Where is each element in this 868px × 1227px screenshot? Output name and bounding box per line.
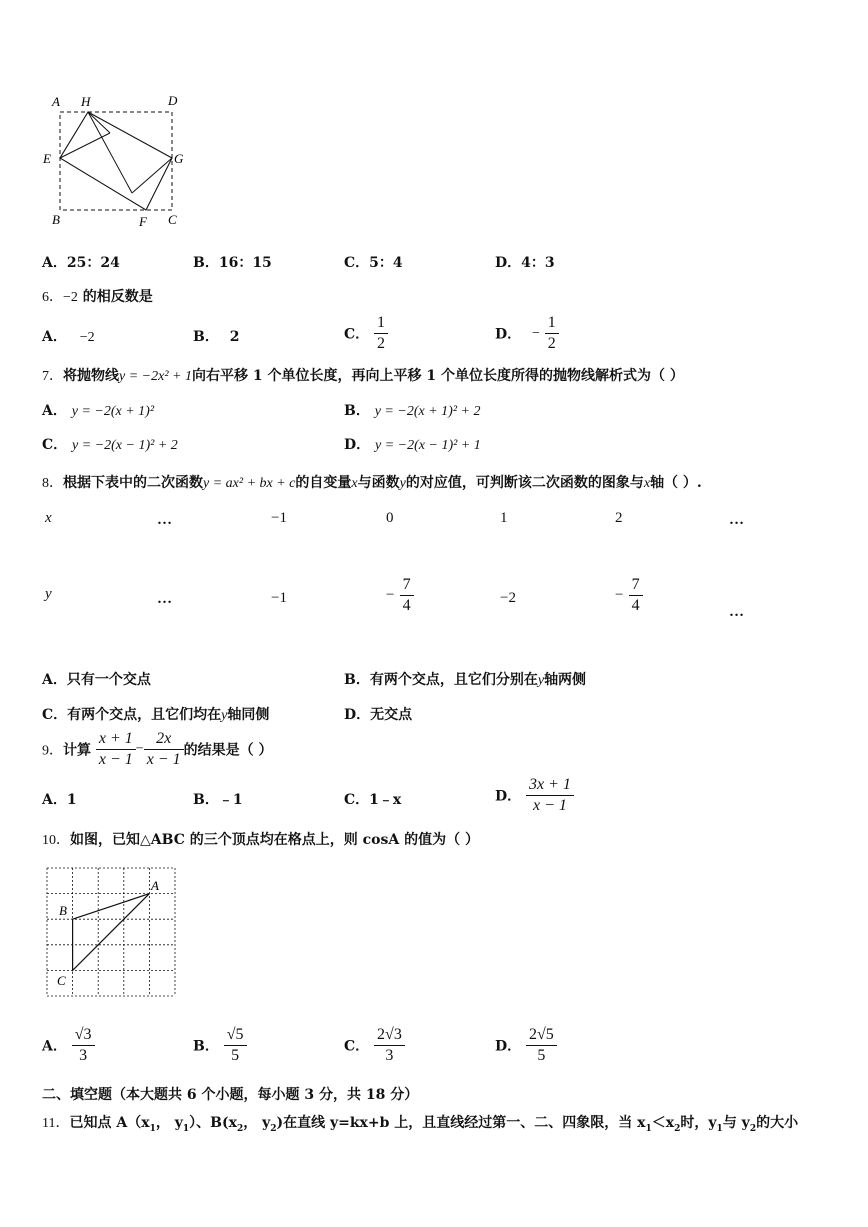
q8-table-y-v4-frac [629,575,643,616]
q7-number: 7． [42,369,63,384]
q7-opt-d-label: D． [344,437,371,453]
label-D: D [168,93,178,108]
q10-opt-b-num: √5 [224,1025,247,1046]
q8-table-y-dots1: … [157,591,172,607]
q11-s3: 2 [236,1123,244,1134]
q8-table-y-v2-frac [400,575,414,616]
q6-number: 6． [42,290,63,305]
q6-opt-a-value: −2 [79,330,95,345]
q9-option-c[interactable]: C．1﹣x [344,792,402,808]
q11-s4: 2 [270,1123,277,1134]
q10-opt-a-den: 3 [79,1047,88,1064]
q9-option-b[interactable]: B．﹣1 [193,792,243,808]
q10-stem-text: 如图，已知△ABC 的三个顶点均在格点上，则 cosA 的值为（ ） [70,832,479,848]
q10-option-d[interactable] [495,1025,557,1066]
q7-stem [42,365,684,385]
q8-var-x: x [351,476,358,491]
q11-s2: 1 [182,1123,190,1134]
q10-opt-c-den: 3 [385,1047,394,1064]
q8-table-x-label: x [45,510,52,526]
grid-label-C: C [57,973,66,988]
q8-table-y-v2-den: 4 [402,597,411,614]
q10-stem [42,829,479,849]
q6-option-a[interactable] [42,326,95,346]
q8-opt-c-var: y [221,708,228,723]
q8-option-c[interactable] [42,704,269,724]
q6-option-d[interactable] [495,313,559,354]
q10-opt-c-num: 2√3 [374,1025,405,1046]
q10-opt-b-den: 5 [231,1047,240,1064]
q11-stem [42,1112,798,1134]
q8-p3: 与函数 [357,475,400,491]
q9-opt-d-den: x − 1 [533,797,567,814]
q6-opt-c-fraction [374,313,388,354]
q6-opt-d-sign: − [532,325,540,341]
q7-option-a[interactable] [42,400,154,420]
q10-opt-a-label: A． [42,1038,67,1055]
q6-option-c[interactable] [344,313,388,354]
q10-opt-d-label: D． [495,1038,522,1055]
q8-table-x-dots2: … [729,512,744,528]
q6-opt-d-num: 1 [545,313,559,334]
q6-opt-c-den: 2 [377,335,386,352]
q8-option-b[interactable] [344,669,586,689]
q8-table-y-v4-num: 7 [629,575,643,596]
q7-opt-a-label: A． [42,403,67,419]
q10-opt-c-label: C． [344,1038,370,1055]
q5-option-d[interactable]: D．4：3 [495,255,555,271]
q9-f1-num: x + 1 [96,729,136,750]
q11-number: 11． [42,1116,70,1131]
q9-opt-d-fraction [526,775,574,816]
q5-option-a[interactable]: A．25：24 [42,255,120,271]
q10-option-c[interactable] [344,1025,405,1066]
q7-opt-b-label: B． [344,403,370,419]
q9-suffix: 的结果是（ ） [183,742,273,759]
q8-option-a[interactable]: A．只有一个交点 [42,672,151,688]
q7-opt-c-formula: y = −2(x − 1)² + 2 [72,438,178,453]
q8-table-y-v4 [615,575,643,616]
q10-opt-b-label: B． [193,1038,219,1055]
q8-p4: 的对应值，可判断该二次函数的图象与 [405,475,644,491]
q11-t4: ， y [243,1115,271,1131]
q8-formula: y = ax² + bx + c [203,476,296,491]
q11-t3: ）、B(x [189,1115,237,1131]
q9-minus: − [135,741,144,757]
q11-t6: ＜x [651,1115,675,1131]
grid-triangle-figure [40,864,180,1000]
label-G: G [174,151,184,166]
q6-opt-c-label: C． [344,326,370,343]
q10-opt-d-num: 2√5 [526,1025,557,1046]
q9-fraction-1 [96,729,136,770]
rectangle-figure [38,88,198,234]
q8-table-y-label: y [45,586,52,602]
q6-stem-math: −2 [63,290,78,305]
q8-opt-c-text2: 轴同侧 [227,707,270,723]
q8-table-y-v4-sign: − [615,587,624,603]
q10-opt-a-num: √3 [72,1025,95,1046]
q6-stem-text: 的相反数是 [82,289,153,305]
q8-p6: 轴（ ）. [650,475,702,491]
q8-opt-b-text1: B．有两个交点，且它们分别在 [344,672,538,688]
q11-t9: 的大小 [756,1115,799,1131]
q6-opt-b-value: 2 [229,329,240,345]
q11-s1: 1 [149,1123,156,1134]
label-E: E [43,151,51,166]
q10-option-b[interactable] [193,1025,247,1066]
q9-f1-den: x − 1 [98,751,133,768]
q11-s5: 1 [645,1123,652,1134]
q7-opt-d-formula: y = −2(x − 1)² + 1 [375,438,481,453]
q8-var-y: y [399,476,406,491]
q8-table-y-v2-num: 7 [400,575,414,596]
q6-opt-d-label: D． [495,326,522,343]
q8-table-y-v4-den: 4 [631,597,640,614]
q7-prefix: 将抛物线 [63,368,119,384]
q9-fraction-2 [144,729,184,770]
q10-number: 10． [42,833,70,848]
q9-f2-num: 2x [144,729,184,750]
q7-option-c[interactable] [42,434,178,454]
q7-opt-b-formula: y = −2(x + 1)² + 2 [374,404,481,419]
label-H: H [81,94,91,109]
q6-stem [42,286,153,306]
q9-option-d[interactable] [495,775,574,816]
q8-table-x-v2: 0 [386,510,394,526]
label-A: A [52,94,60,109]
q9-f2-den: x − 1 [146,751,181,768]
q8-table-y-v2-sign: − [386,587,395,603]
q8-table-x-v3: 1 [500,510,508,526]
q11-t7: 时，y [680,1115,717,1131]
q7-option-d[interactable] [344,434,481,454]
q8-table-y-v2 [386,575,414,616]
q11-t1: 已知点 A（x [69,1115,150,1131]
q9-option-a[interactable]: A．1 [42,792,77,808]
q6-option-b[interactable] [193,326,239,346]
q9-prefix: 计算 [63,742,91,759]
q8-table-x-dots1: … [157,512,172,528]
q8-opt-b-text2: 轴两侧 [544,672,587,688]
label-C: C [168,212,177,227]
q10-option-a[interactable] [42,1025,95,1066]
q8-table-x-v1: −1 [271,510,287,526]
q9-opt-d-num: 3x + 1 [526,775,574,796]
q10-opt-b-fraction [224,1025,247,1066]
q10-opt-d-den: 5 [537,1047,546,1064]
q11-t8: 与 y [722,1115,750,1131]
q7-suffix: 向右平移 1 个单位长度，再向上平移 1 个单位长度所得的抛物线解析式为（ ） [191,368,684,384]
q8-option-d[interactable]: D．无交点 [344,707,413,723]
q6-opt-d-fraction [545,313,559,354]
q8-table-y-v1: −1 [271,590,287,606]
q8-number: 8． [42,476,63,491]
q8-table-y-v3: −2 [500,590,516,606]
q6-opt-b-label: B． [193,329,219,345]
q10-opt-c-fraction [374,1025,405,1066]
label-F: F [139,214,147,229]
q6-opt-d-den: 2 [547,335,556,352]
q7-option-b[interactable] [344,400,480,420]
q8-p1: 根据下表中的二次函数 [63,475,203,491]
q7-opt-a-formula: y = −2(x + 1)² [71,404,155,419]
q11-s7: 1 [716,1123,723,1134]
q8-table-y-dots2: … [729,604,744,620]
q7-formula: y = −2x² + 1 [119,369,192,384]
q6-opt-c-num: 1 [374,313,388,334]
q11-t5: )在直线 y=kx+b 上，且直线经过第一、二、四象限，当 x [276,1115,646,1131]
grid-label-A: A [151,878,159,893]
q6-opt-a-label: A． [42,329,67,345]
q9-opt-d-label: D． [495,788,522,805]
q10-opt-a-fraction [72,1025,95,1066]
q8-opt-b-var: y [537,673,545,688]
q8-stem [42,472,702,492]
label-B: B [52,212,60,227]
grid-label-B: B [59,903,67,918]
section-fill-in-heading: 二、填空题（本大题共 6 个小题，每小题 3 分，共 18 分） [42,1087,419,1103]
q8-p5: x [643,476,651,491]
q5-option-b[interactable]: B．16：15 [193,255,272,271]
q11-t2: ， y [155,1115,183,1131]
q8-table-x-v4: 2 [615,510,623,526]
q9-stem [42,729,272,770]
q8-opt-c-text1: C．有两个交点，且它们均在 [42,707,222,723]
q10-opt-d-fraction [526,1025,557,1066]
q9-number: 9． [42,743,63,759]
q7-opt-c-label: C． [42,437,68,453]
q5-option-c[interactable]: C．5：4 [344,255,403,271]
q8-p2: 的自变量 [295,475,352,491]
q11-s6: 2 [674,1123,681,1134]
q11-s8: 2 [749,1123,757,1134]
